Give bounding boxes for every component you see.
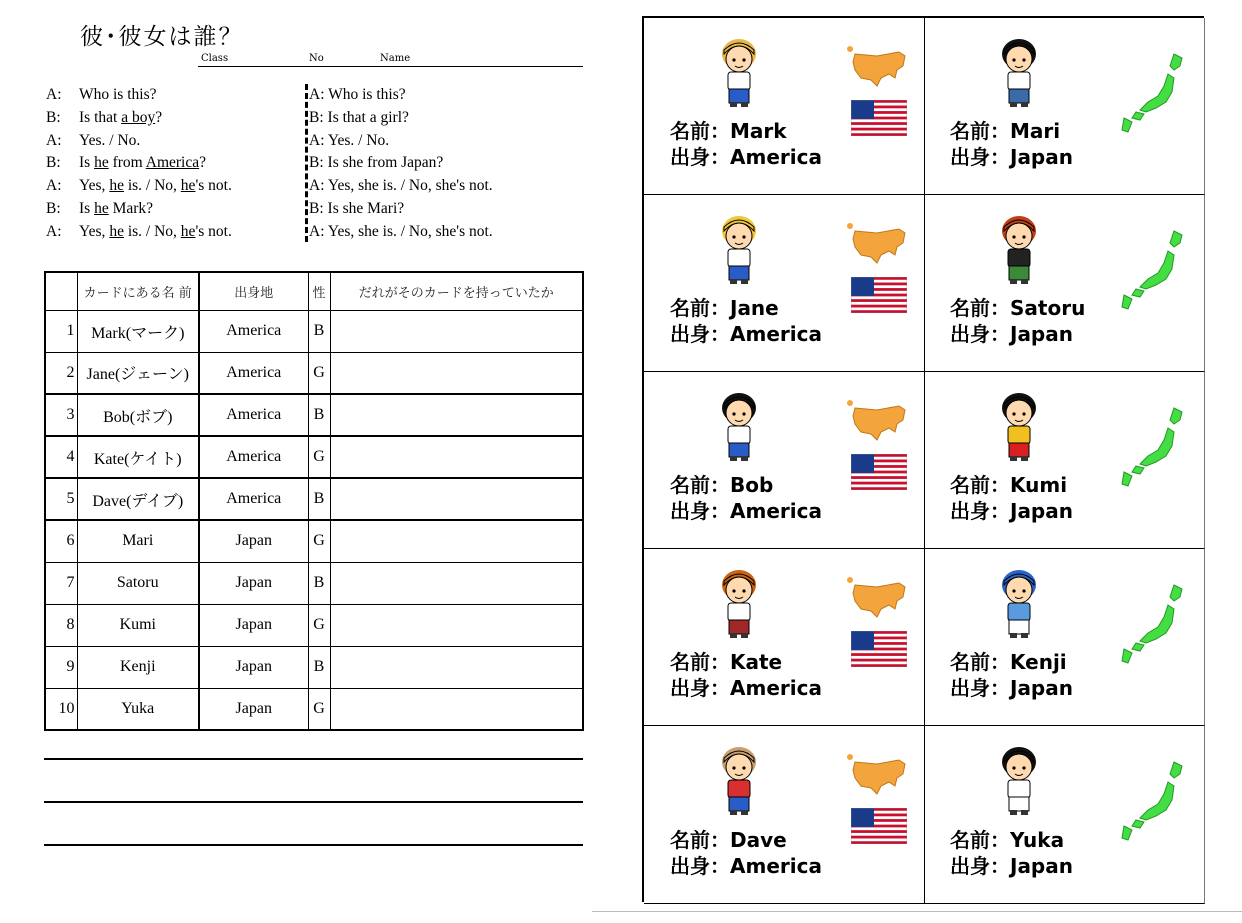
girl-braids-icon xyxy=(704,563,774,643)
card-text xyxy=(670,472,822,524)
underlined-word: he xyxy=(180,177,196,195)
japan-map-icon xyxy=(1118,760,1194,846)
row-name: Jane(ジェーン) xyxy=(77,352,199,394)
dialogue-text: Yes, xyxy=(79,222,110,240)
row-country: America xyxy=(199,394,308,436)
row-sex: B xyxy=(308,478,330,520)
card-name: 名前：Satoru xyxy=(950,296,1086,320)
row-country: Japan xyxy=(199,562,308,604)
row-owner-field[interactable] xyxy=(330,562,583,604)
speaker-label: A: xyxy=(46,86,62,103)
dialogue-text: Who is this? xyxy=(328,86,406,103)
row-name: Kate(ケイト) xyxy=(77,436,199,478)
name-card xyxy=(644,195,925,372)
card-origin: 出身：Japan xyxy=(950,499,1073,523)
dialogue-line xyxy=(46,152,306,175)
speaker-label: A: xyxy=(46,131,62,149)
dialogue-text: Is xyxy=(79,154,95,172)
row-name: Mark(マーク) xyxy=(77,310,199,352)
underlined-word: he xyxy=(109,222,124,240)
speaker-label: B: xyxy=(46,154,61,172)
row-country: America xyxy=(199,352,308,394)
row-number: 8 xyxy=(45,604,77,646)
row-country: Japan xyxy=(199,688,308,730)
row-owner-field[interactable] xyxy=(330,646,583,688)
card-origin: 出身：Japan xyxy=(950,676,1073,700)
row-sex: B xyxy=(308,394,330,436)
row-sex: B xyxy=(308,562,330,604)
underlined-word: he xyxy=(94,154,109,172)
row-country: America xyxy=(199,478,308,520)
dialogue-line xyxy=(46,221,306,244)
card-text xyxy=(670,295,822,347)
row-sex: B xyxy=(308,310,330,352)
card-origin: 出身：America xyxy=(670,322,822,346)
dialogue-text: ? xyxy=(199,154,206,172)
speaker-label: B: xyxy=(46,108,61,126)
header-line xyxy=(198,66,583,67)
card-origin: 出身：Japan xyxy=(950,322,1073,346)
header-num xyxy=(45,272,77,310)
dialogue-line xyxy=(309,107,584,130)
row-number: 1 xyxy=(45,310,77,352)
card-grid xyxy=(642,16,1204,902)
table-row xyxy=(45,520,583,562)
card-name: 名前：Mark xyxy=(670,119,787,143)
japan-map-icon xyxy=(1118,229,1194,315)
dialogue-text: is. / No, xyxy=(123,222,181,240)
name-label: Name xyxy=(380,53,411,64)
card-name: 名前：Yuka xyxy=(950,828,1065,852)
card-table xyxy=(44,271,584,731)
row-sex: G xyxy=(308,688,330,730)
dialogue-text: Is xyxy=(79,199,95,217)
row-owner-field[interactable] xyxy=(330,478,583,520)
row-owner-field[interactable] xyxy=(330,688,583,730)
writing-line xyxy=(44,801,583,803)
row-name: Kumi xyxy=(77,604,199,646)
card-text xyxy=(670,118,822,170)
dialogue-line xyxy=(46,130,306,153)
row-owner-field[interactable] xyxy=(330,352,583,394)
dialogue-text: Is that xyxy=(79,108,122,126)
worksheet-title: 彼･彼女は誰？ xyxy=(80,24,244,50)
card-origin: 出身：America xyxy=(670,145,822,169)
name-card xyxy=(924,726,1205,904)
card-text xyxy=(950,295,1085,347)
underlined-word: he xyxy=(109,177,124,195)
card-name: 名前：Kate xyxy=(670,650,783,674)
usa-map-icon xyxy=(847,575,909,621)
name-card xyxy=(644,18,925,195)
card-text xyxy=(950,472,1073,524)
speaker-label: B: xyxy=(309,108,324,126)
dialogue-girl xyxy=(309,84,584,244)
name-card xyxy=(924,549,1205,726)
row-country: America xyxy=(199,310,308,352)
dialogue-text: is. / No, xyxy=(123,177,181,195)
name-card xyxy=(924,18,1205,195)
girl-backpack-icon xyxy=(984,32,1054,112)
row-number: 7 xyxy=(45,562,77,604)
row-name: Kenji xyxy=(77,646,199,688)
usa-map-icon xyxy=(847,221,909,267)
row-name: Mari xyxy=(77,520,199,562)
card-origin: 出身：Japan xyxy=(950,854,1073,878)
underlined-word: he xyxy=(180,222,196,240)
card-name: 名前：Dave xyxy=(670,828,787,852)
dialogue-text: Yes. / No. xyxy=(327,131,390,149)
usa-flag-icon xyxy=(851,631,907,667)
dialogue-boy xyxy=(46,84,306,244)
row-number: 6 xyxy=(45,520,77,562)
card-text xyxy=(670,649,822,701)
dialogue-line xyxy=(46,198,306,221)
row-owner-field[interactable] xyxy=(330,520,583,562)
usa-map-icon xyxy=(847,752,909,798)
card-origin: 出身：America xyxy=(670,854,822,878)
dialogue-line xyxy=(309,175,584,198)
dialogue-line xyxy=(309,84,584,107)
boy-cowboy-icon xyxy=(704,740,774,820)
dialogue-line xyxy=(46,84,306,107)
row-number: 10 xyxy=(45,688,77,730)
dialogue-text: Yes. / No. xyxy=(79,131,141,149)
card-name: 名前：Bob xyxy=(670,473,774,497)
underlined-word: he xyxy=(94,199,109,217)
girl-flowers-icon xyxy=(704,209,774,289)
card-text xyxy=(950,649,1073,701)
dialogue-text: Is that a girl? xyxy=(327,108,409,126)
card-text xyxy=(670,827,822,879)
table-row xyxy=(45,604,583,646)
table-row xyxy=(45,688,583,730)
dialogue-text: 's not. xyxy=(195,222,232,240)
usa-flag-icon xyxy=(851,454,907,490)
speaker-label: A: xyxy=(46,222,62,240)
underlined-word: America xyxy=(145,154,200,172)
row-sex: G xyxy=(308,436,330,478)
row-number: 4 xyxy=(45,436,77,478)
card-origin: 出身：America xyxy=(670,499,822,523)
row-sex: B xyxy=(308,646,330,688)
class-label: Class xyxy=(201,53,229,64)
speaker-label: A: xyxy=(309,177,325,195)
usa-map-icon xyxy=(847,398,909,444)
row-name: Yuka xyxy=(77,688,199,730)
speaker-label: A: xyxy=(309,86,325,103)
no-label: No xyxy=(309,53,324,64)
dialogue-text: Mark? xyxy=(108,199,154,217)
girl-chef-icon xyxy=(984,740,1054,820)
table-row xyxy=(45,478,583,520)
usa-flag-icon xyxy=(851,277,907,313)
dialogue-line xyxy=(309,152,584,175)
speaker-label: A: xyxy=(309,222,325,240)
card-origin: 出身：Japan xyxy=(950,145,1073,169)
row-owner-field[interactable] xyxy=(330,436,583,478)
name-card xyxy=(924,195,1205,372)
row-name: Dave(デイブ) xyxy=(77,478,199,520)
dialogue-text: Yes, xyxy=(79,177,110,195)
dialogue-divider xyxy=(305,84,308,242)
card-name: 名前：Kumi xyxy=(950,473,1068,497)
table-row xyxy=(45,436,583,478)
row-country: Japan xyxy=(199,604,308,646)
boy-flag-icon xyxy=(704,386,774,466)
boy-kilt-icon xyxy=(984,209,1054,289)
row-country: America xyxy=(199,436,308,478)
card-name: 名前：Kenji xyxy=(950,650,1067,674)
dialogue-text: Yes, she is. / No, she's not. xyxy=(327,177,493,195)
speaker-label: B: xyxy=(46,199,61,217)
dialogue-line xyxy=(46,175,306,198)
card-text xyxy=(950,118,1073,170)
row-number: 9 xyxy=(45,646,77,688)
name-card xyxy=(644,549,925,726)
card-origin: 出身：America xyxy=(670,676,822,700)
row-number: 5 xyxy=(45,478,77,520)
usa-flag-icon xyxy=(851,100,907,136)
header-sex: 性 xyxy=(308,272,330,310)
dialogue-line xyxy=(309,198,584,221)
row-number: 2 xyxy=(45,352,77,394)
name-card xyxy=(644,726,925,904)
row-sex: G xyxy=(308,604,330,646)
dialogue-text: Is she from Japan? xyxy=(327,154,444,172)
writing-line xyxy=(44,844,583,846)
japan-map-icon xyxy=(1118,406,1194,492)
row-owner-field[interactable] xyxy=(330,394,583,436)
table-row xyxy=(45,562,583,604)
card-text xyxy=(950,827,1073,879)
boy-glasses-icon xyxy=(704,32,774,112)
japan-map-icon xyxy=(1118,52,1194,138)
speaker-label: A: xyxy=(309,131,325,149)
dialogue-line xyxy=(309,130,584,153)
boy-baseball-icon xyxy=(984,563,1054,643)
dialogue-line xyxy=(46,107,306,130)
row-owner-field[interactable] xyxy=(330,604,583,646)
card-name: 名前：Jane xyxy=(670,296,779,320)
dialogue-text: 's not. xyxy=(195,177,232,195)
usa-flag-icon xyxy=(851,808,907,844)
page-edge-line xyxy=(592,911,1242,912)
header-from: 出身地 xyxy=(199,272,308,310)
speaker-label: B: xyxy=(309,154,324,172)
speaker-label: B: xyxy=(309,199,324,217)
dialogue-line xyxy=(309,221,584,244)
row-name: Satoru xyxy=(77,562,199,604)
dialogue-text: from xyxy=(108,154,146,172)
underlined-word: a boy xyxy=(121,108,156,126)
row-owner-field[interactable] xyxy=(330,310,583,352)
japan-map-icon xyxy=(1118,583,1194,669)
dialogue-text: Yes, she is. / No, she's not. xyxy=(327,222,493,240)
table-row xyxy=(45,394,583,436)
table-row xyxy=(45,352,583,394)
dialogue-text: Is she Mari? xyxy=(327,199,405,217)
name-card xyxy=(644,372,925,549)
row-country: Japan xyxy=(199,520,308,562)
row-country: Japan xyxy=(199,646,308,688)
row-name: Bob(ボブ) xyxy=(77,394,199,436)
card-name: 名前：Mari xyxy=(950,119,1061,143)
dialogue-text: Who is this? xyxy=(79,86,157,103)
row-number: 3 xyxy=(45,394,77,436)
usa-map-icon xyxy=(847,44,909,90)
girl-gift-icon xyxy=(984,386,1054,466)
row-sex: G xyxy=(308,520,330,562)
table-row xyxy=(45,646,583,688)
header-name: カードにある名 前 xyxy=(77,272,199,310)
header-who: だれがそのカードを持っていたか xyxy=(330,272,583,310)
table-row xyxy=(45,310,583,352)
dialogue-text: ? xyxy=(155,108,163,126)
row-sex: G xyxy=(308,352,330,394)
name-card xyxy=(924,372,1205,549)
writing-line xyxy=(44,758,583,760)
speaker-label: A: xyxy=(46,177,62,195)
